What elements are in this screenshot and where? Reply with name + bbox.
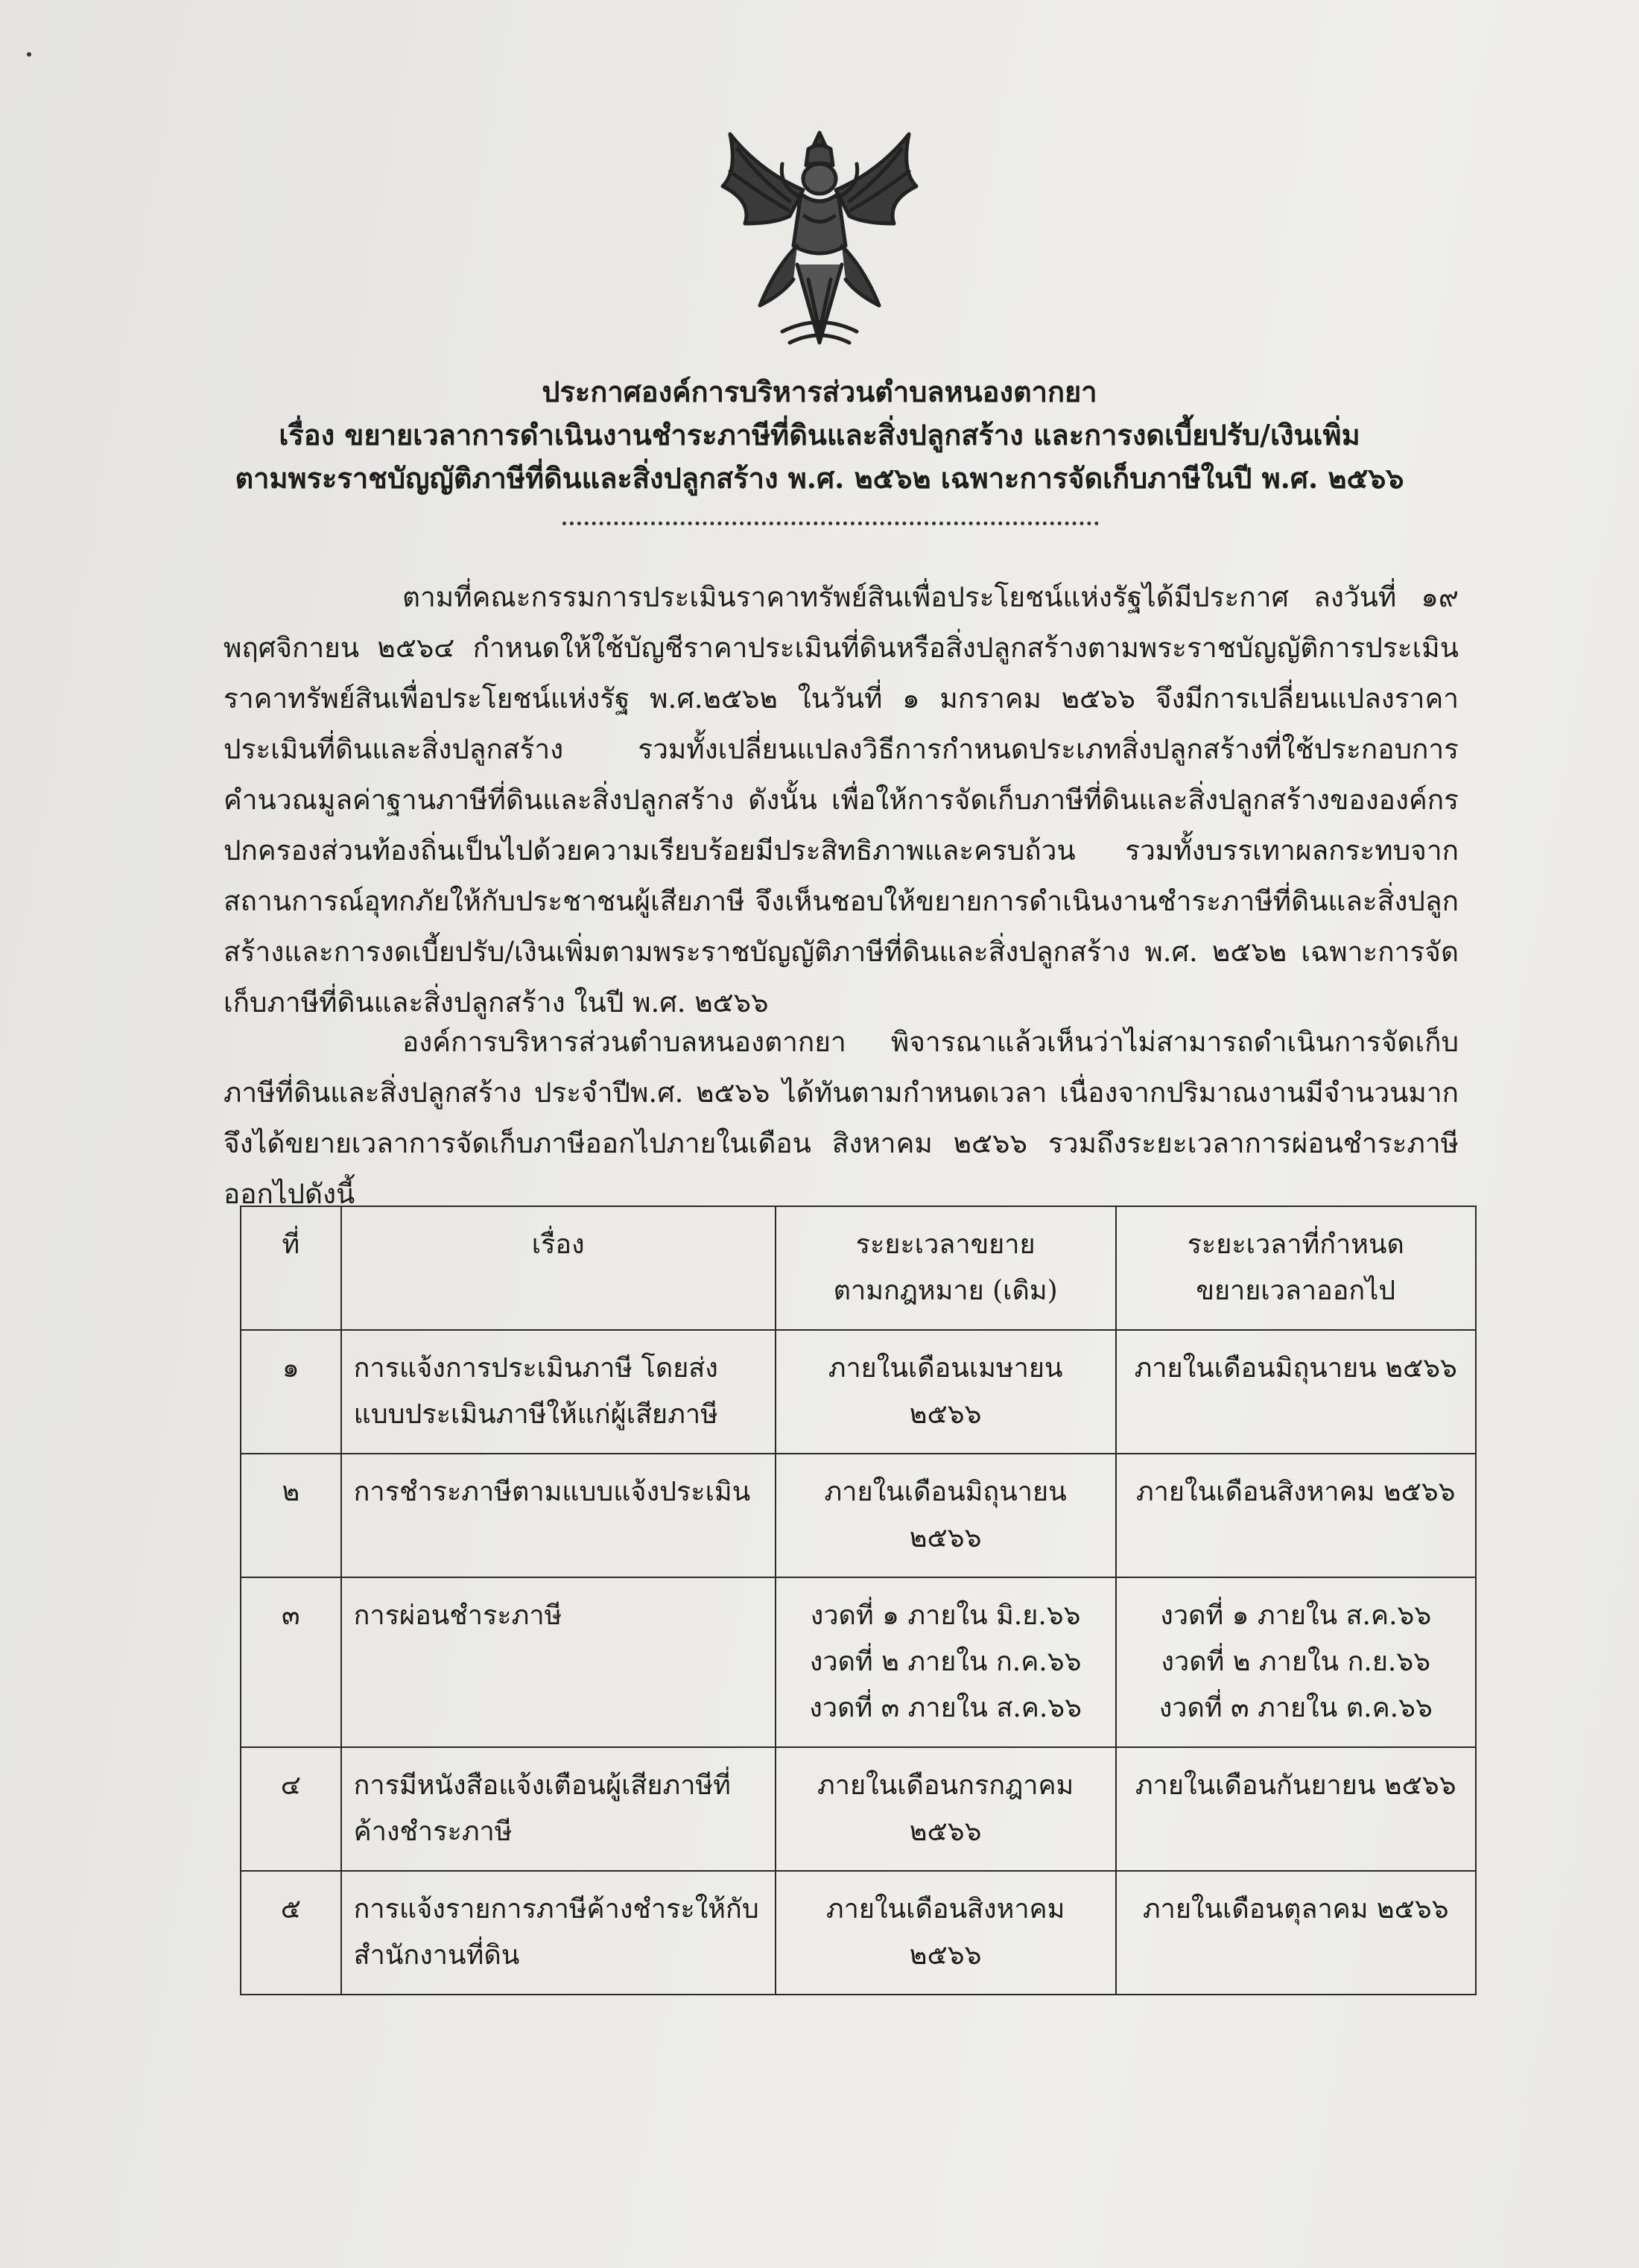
body-paragraph-2: องค์การบริหารส่วนตำบลหนองตากยา พิจารณาแล้วเห็นว่าไม่สามารถดำเนินการจัดเก็บภาษีที่ดินและสิ่งปลูกสร้าง ประจำปีพ.ศ. ๒๕๖๖ ได้ทันตามกำหนดเวลา เนื่องจากปริมาณงานมีจำนวนมาก จึงได้ขยายเวลาการจัดเก็บภาษีออกไปภายในเดือน สิงหาคม ๒๕๖๖ รวมถึงระยะเวลาการผ่อนชำระภาษีออกไปดังนี้ bbox=[224, 1026, 1459, 1210]
row-subject: การมีหนังสือแจ้งเตือนผู้เสียภาษีที่ค้างชำระภาษี bbox=[341, 1747, 776, 1871]
table-row bbox=[241, 1577, 1476, 1747]
row-extended-installments bbox=[1116, 1577, 1477, 1747]
table-row bbox=[241, 1871, 1476, 1995]
table-row bbox=[241, 1747, 1476, 1871]
ink-speck bbox=[27, 52, 31, 57]
row-number: ๑ bbox=[241, 1330, 341, 1454]
installment-line: งวดที่ ๒ ภายใน ก.ย.๖๖ bbox=[1161, 1647, 1431, 1677]
dotted-divider bbox=[562, 522, 1099, 525]
row-subject: การแจ้งรายการภาษีค้างชำระให้กับสำนักงานที่ดิน bbox=[341, 1871, 776, 1995]
row-legal-period: ภายในเดือนมิถุนายน ๒๕๖๖ bbox=[776, 1454, 1116, 1577]
announcement-subject-cont: ตามพระราชบัญญัติภาษีที่ดินและสิ่งปลูกสร้าง พ.ศ. ๒๕๖๒ เฉพาะการจัดเก็บภาษีในปี พ.ศ. ๒๕๖๖ bbox=[235, 461, 1404, 495]
row-legal-installments bbox=[776, 1577, 1116, 1747]
table-row bbox=[241, 1454, 1476, 1577]
row-subject: การชำระภาษีตามแบบแจ้งประเมิน bbox=[341, 1454, 776, 1577]
installment-line: งวดที่ ๑ ภายใน มิ.ย.๖๖ bbox=[810, 1600, 1081, 1631]
row-subject: การแจ้งการประเมินภาษี โดยส่งแบบประเมินภาษีให้แก่ผู้เสียภาษี bbox=[341, 1330, 776, 1454]
announcement-subject: เรื่อง ขยายเวลาการดำเนินงานชำระภาษีที่ดินและสิ่งปลูกสร้าง และการงดเบี้ยปรับ/เงินเพิ่ม bbox=[279, 418, 1360, 452]
schedule-table bbox=[240, 1206, 1477, 1995]
row-number: ๒ bbox=[241, 1454, 341, 1577]
row-extended-period: ภายในเดือนตุลาคม ๒๕๖๖ bbox=[1116, 1871, 1477, 1995]
row-number: ๕ bbox=[241, 1871, 341, 1995]
garuda-emblem-icon bbox=[708, 119, 931, 358]
table-header-row bbox=[241, 1206, 1476, 1330]
installment-line: งวดที่ ๒ ภายใน ก.ค.๖๖ bbox=[809, 1647, 1082, 1677]
body-paragraph-1: ตามที่คณะกรรมการประเมินราคาทรัพย์สินเพื่อประโยชน์แห่งรัฐได้มีประกาศ ลงวันที่ ๑๙ พฤศจิกายน ๒๕๖๔ กำหนดให้ใช้บัญชีราคาประเมินที่ดินหรือสิ่งปลูกสร้างตามพระราชบัญญัติการประเมินราคาทรัพย์สินเพื่อประโยชน์แห่งรัฐ พ.ศ.๒๕๖๒ ในวันที่ ๑ มกราคม ๒๕๖๖ จึงมีการเปลี่ยนแปลงราคาประเมินที่ดินและสิ่งปลูกสร้าง รวมทั้งเปลี่ยนแปลงวิธีการกำหนดประเภทสิ่งปลูกสร้างที่ใช้ประกอบการคำนวณมูลค่าฐานภาษีที่ดินและสิ่งปลูกสร้าง ดังนั้น เพื่อให้การจัดเก็บภาษีที่ดินและสิ่งปลูกสร้างขององค์กรปกครองส่วนท้องถิ่นเป็นไปด้วยความเรียบร้อยมีประสิทธิภาพและครบถ้วน รวมทั้งบรรเทาผลกระทบจากสถานการณ์อุทกภัยให้กับประชาชนผู้เสียภาษี จึงเห็นชอบให้ขยายการดำเนินงานชำระภาษีที่ดินและสิ่งปลูกสร้างและการงดเบี้ยปรับ/เงินเพิ่มตามพระราชบัญญัติภาษีที่ดินและสิ่งปลูกสร้าง พ.ศ. ๒๕๖๒ เฉพาะการจัดเก็บภาษีที่ดินและสิ่งปลูกสร้าง ในปี พ.ศ. ๒๕๖๖ bbox=[224, 581, 1459, 1019]
header-subject: เรื่อง bbox=[341, 1206, 776, 1330]
header-no: ที่ bbox=[241, 1206, 341, 1330]
header-extended-line-1: ระยะเวลาที่กำหนด bbox=[1187, 1229, 1404, 1260]
row-extended-period: ภายในเดือนกันยายน ๒๕๖๖ bbox=[1116, 1747, 1477, 1871]
header-extended-line-2: ขยายเวลาออกไป bbox=[1196, 1276, 1396, 1306]
row-subject: การผ่อนชำระภาษี bbox=[341, 1577, 776, 1747]
header-legal-line-1: ระยะเวลาขยาย bbox=[855, 1229, 1036, 1260]
table-row bbox=[241, 1330, 1476, 1454]
row-number: ๓ bbox=[241, 1577, 341, 1747]
row-legal-period: ภายในเดือนกรกฎาคม ๒๕๖๖ bbox=[776, 1747, 1116, 1871]
header-extended bbox=[1116, 1206, 1477, 1330]
row-extended-period: ภายในเดือนมิถุนายน ๒๕๖๖ bbox=[1116, 1330, 1477, 1454]
row-extended-period: ภายในเดือนสิงหาคม ๒๕๖๖ bbox=[1116, 1454, 1477, 1577]
header-legal bbox=[776, 1206, 1116, 1330]
row-legal-period: ภายในเดือนสิงหาคม ๒๕๖๖ bbox=[776, 1871, 1116, 1995]
installment-line: งวดที่ ๓ ภายใน ส.ค.๖๖ bbox=[809, 1693, 1082, 1723]
header-legal-line-2: ตามกฎหมาย (เดิม) bbox=[833, 1276, 1058, 1306]
announcement-title: ประกาศองค์การบริหารส่วนตำบลหนองตากยา bbox=[542, 375, 1097, 408]
installment-line: งวดที่ ๑ ภายใน ส.ค.๖๖ bbox=[1160, 1600, 1432, 1631]
installment-line: งวดที่ ๓ ภายใน ต.ค.๖๖ bbox=[1158, 1693, 1433, 1723]
row-legal-period: ภายในเดือนเมษายน ๒๕๖๖ bbox=[776, 1330, 1116, 1454]
row-number: ๔ bbox=[241, 1747, 341, 1871]
